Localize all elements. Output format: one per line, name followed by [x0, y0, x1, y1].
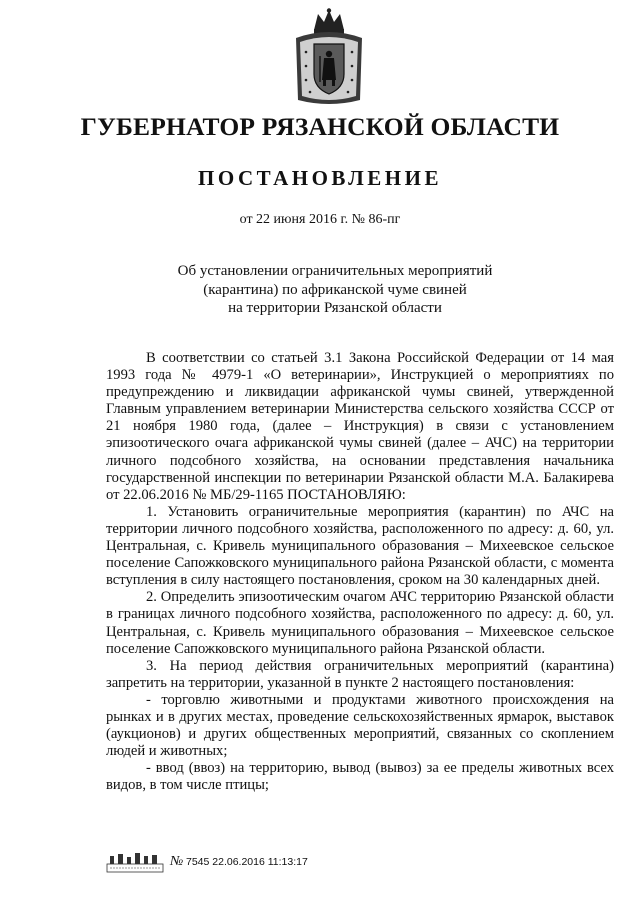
- ryazan-coat-of-arms-icon: [290, 8, 368, 108]
- item-1-paragraph: 1. Установить ограничительные мероприятия (карантин) по АЧС на территории личного подсобного хозяйства, расположенного по адресу: д. 60, ул. Центральная, с. Кривель муниципального образования – Михеевское сельское поселение Сапожковского муниципального района Рязанской области, с момента вступления в силу настоящего постановления, сроком на 30 календарных дней.: [106, 503, 614, 589]
- subject-line-2: (карантина) по африканской чуме свиней: [203, 281, 467, 298]
- item-3-dash-trade: - торговлю животными и продуктами животного происхождения на рынках и в других местах, проведение сельскохозяйственных ярмарок, выставок (аукционов) и других общественных мероприятий, связанных со скоплением людей и животных;: [106, 691, 614, 760]
- registration-number-timestamp: 7545 22.06.2016 11:13:17: [186, 856, 308, 868]
- document-subject: [160, 262, 510, 318]
- registration-footer: [106, 850, 446, 876]
- item-2-paragraph: 2. Определить эпизоотическим очагом АЧС территорию Рязанской области в границах личного подсобного хозяйства, расположенного по адресу: д. 60, ул. Центральная, с. Кривель муниципального образования – Михеевское сельское поселение Сапожковского муниципального района Рязанской области.: [106, 589, 614, 657]
- issuing-authority-title: ГУБЕРНАТОР РЯЗАНСКОЙ ОБЛАСТИ: [80, 112, 560, 141]
- document-type-heading: ПОСТАНОВЛЕНИЕ: [198, 166, 442, 190]
- preamble-paragraph: В соответствии со статьей 3.1 Закона Российской Федерации от 14 мая 1993 года № 4979-1 «О ветеринарии», Инструкцией о мероприятиях по предупреждению и ликвидации африканской чумы свиней, утвержденной Главным управлением ветеринарии Министерства сельского хозяйства СССР от 21 ноября 1980 года, (далее – Инструкция) в связи с установлением эпизоотического очага африканской чумы свиней (далее – АЧС) на территории личного подсобного хозяйства, на основании представления начальника государственной инспекции по ветеринарии Рязанской области М.А. Балакирева от 22.06.2016 № МБ/29-1165 ПОСТАНОВЛЯЮ:: [106, 350, 614, 503]
- number-sign-mark: №: [170, 854, 184, 869]
- item-3-dash-transport: - ввод (ввоз) на территорию, вывод (вывоз) за ее пределы животных всех видов, в том числе птицы;: [106, 760, 614, 794]
- registration-stamp-icon: [106, 850, 166, 874]
- document-date-number: от 22 июня 2016 г. № 86-пг: [239, 212, 401, 227]
- subject-line-1: Об установлении ограничительных мероприятий: [177, 263, 493, 279]
- document-body: [106, 350, 614, 794]
- subject-line-3: на территории Рязанской области: [228, 300, 442, 316]
- item-3-paragraph: 3. На период действия ограничительных мероприятий (карантина) запретить на территории, указанной в пункте 2 настоящего постановления:: [106, 657, 614, 691]
